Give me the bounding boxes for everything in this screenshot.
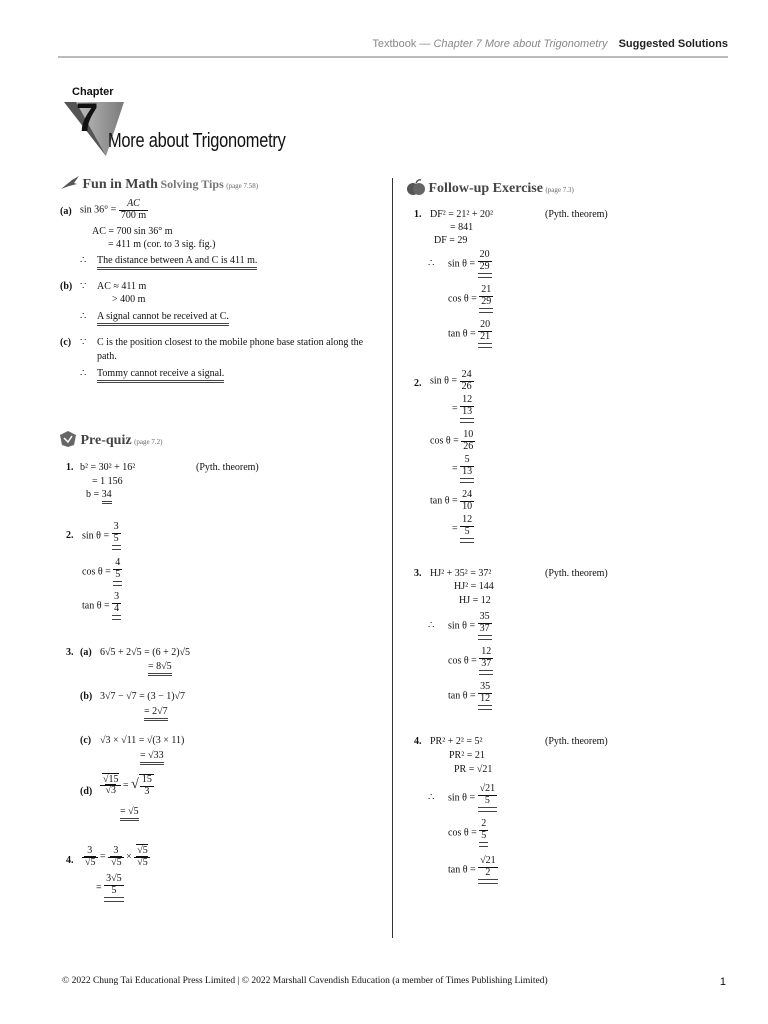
fu-q1-pyth: (Pyth. theorem) xyxy=(545,209,608,220)
sin-label: sin θ = xyxy=(448,792,476,804)
frac-den: 26 xyxy=(463,440,474,452)
fu-q2-label: 2. xyxy=(414,378,422,389)
frac-num: 3 xyxy=(114,591,120,602)
cos-label: cos θ = xyxy=(448,827,477,839)
pq-q2-tan xyxy=(82,592,121,620)
pre-quiz-heading xyxy=(58,430,162,449)
frac-num: 12 xyxy=(462,514,473,525)
fu-q3-line1: HJ² + 35² = 37² xyxy=(430,568,492,579)
pq-q1-pyth: (Pyth. theorem) xyxy=(196,462,259,473)
fu-q2-sin-reduced xyxy=(452,395,474,423)
frac-num: 3 xyxy=(82,846,98,858)
fu-q4-label: 4. xyxy=(414,736,422,747)
tan-label: tan θ = xyxy=(448,690,476,702)
fu-q1-line2: = 841 xyxy=(450,222,474,233)
frac-num: 5 xyxy=(460,455,474,467)
header-dash: — xyxy=(419,38,431,50)
frac-den: 13 xyxy=(462,465,473,477)
times-sign: × xyxy=(126,851,132,863)
sin-label: sin θ = xyxy=(448,258,476,270)
pq-q4-line2 xyxy=(96,874,124,902)
frac-num: 3√5 xyxy=(106,873,122,884)
pq-q3c-label: (c) xyxy=(80,735,92,746)
frac-den: √ 3 xyxy=(105,784,117,796)
pq-q3d-line1 xyxy=(100,774,154,797)
frac-num: 10 xyxy=(463,429,474,440)
bird-icon xyxy=(60,174,80,192)
frac-num: 20 xyxy=(479,249,490,260)
frac-num: √ 5 xyxy=(136,844,148,856)
sin-label: sin θ = xyxy=(430,375,458,387)
pq-q1-label: 1. xyxy=(66,462,74,473)
frac-num: 21 xyxy=(481,284,492,295)
frac-num: 24 xyxy=(462,489,473,500)
sin-label: sin θ = xyxy=(448,620,476,632)
cos-label: cos θ = xyxy=(448,655,477,667)
page-number: 1 xyxy=(719,976,726,988)
equals-sign: = xyxy=(123,779,129,791)
shield-icon xyxy=(58,430,78,448)
fim-a-conclusion: The distance between A and C is 411 m. xyxy=(97,255,257,270)
fu-q1-sin xyxy=(448,250,492,278)
fim-a-line2: AC = 700 sin 36° m xyxy=(92,226,173,237)
frac-den: 5 xyxy=(481,829,487,841)
fu-q1-label: 1. xyxy=(414,209,422,220)
frac-den: 37 xyxy=(481,657,492,669)
because-symbol: ∵ xyxy=(80,281,87,292)
fu-q4-line3: PR = √21 xyxy=(454,764,493,775)
fu-q3-line2: HJ² = 144 xyxy=(454,581,494,592)
frac-num: 24 xyxy=(461,369,472,380)
frac-den: 29 xyxy=(479,260,490,272)
frac-num: 15 xyxy=(141,774,152,785)
frac-den: 5 xyxy=(111,884,117,896)
fun-in-math-heading xyxy=(60,174,258,193)
frac-num: √ 15 xyxy=(102,773,119,785)
frac-den: 5 xyxy=(484,794,490,806)
frac-num: 20 xyxy=(480,319,491,330)
pq-q4-line1 xyxy=(82,846,150,868)
pq-q1-line1: b² = 30² + 16² xyxy=(80,462,136,473)
radical-icon xyxy=(131,777,139,792)
frac-den: 13 xyxy=(462,405,473,417)
fim-a-sin: sin 36° = xyxy=(80,204,117,216)
follow-up-page: (page 7.3) xyxy=(545,186,574,194)
frac-den: √ 5 xyxy=(110,856,122,868)
frac-den: 5 xyxy=(464,525,470,537)
fu-q2-sin xyxy=(430,370,474,392)
pq-q3c-line2: = √33 xyxy=(140,750,164,765)
chapter-number: 7 xyxy=(76,96,99,140)
equals-sign: = xyxy=(452,523,458,535)
fim-b-line2: > 400 m xyxy=(112,294,146,305)
fu-q3-tan xyxy=(448,682,492,710)
fim-b-line1: AC ≈ 411 m xyxy=(97,281,147,292)
frac-den: √ 5 xyxy=(84,856,96,868)
frac-num: 12 xyxy=(481,646,492,657)
pq-q3b-line1: 3√7 − √7 = (3 − 1)√7 xyxy=(100,691,186,702)
frac-den: 10 xyxy=(462,500,473,512)
fim-a-line3: = 411 m (cor. to 3 sig. fig.) xyxy=(108,239,216,250)
frac-den: √ 5 xyxy=(136,856,148,868)
pq-q4-label: 4. xyxy=(66,855,74,866)
fim-b-label: (b) xyxy=(60,281,73,292)
fu-q1-tan xyxy=(448,320,492,348)
pq-q3a-label: (a) xyxy=(80,647,92,658)
fu-q4-line1: PR² + 2² = 5² xyxy=(430,736,483,747)
therefore-symbol: ∴ xyxy=(428,620,435,631)
frac-num: 4 xyxy=(115,557,121,568)
fim-b-conclusion: A signal cannot be received at C. xyxy=(97,311,229,326)
fim-c-label: (c) xyxy=(60,337,72,348)
frac-num: √21 xyxy=(479,783,496,794)
pq-q3d-line2: = √5 xyxy=(120,806,139,821)
pq-q3a-line2: = 8√5 xyxy=(148,661,172,676)
fim-a-num: AC xyxy=(119,199,148,211)
header-chapter-ref: Chapter 7 More about Trigonometry xyxy=(433,38,608,50)
fu-q2-tan xyxy=(430,490,474,512)
chapter-title: More about Trigonometry xyxy=(108,130,286,152)
pq-q3-label: 3. xyxy=(66,647,74,658)
cos-label: cos θ = xyxy=(82,566,111,578)
frac-num: √21 xyxy=(480,855,496,866)
chapter-word: Chapter xyxy=(72,86,114,98)
frac-den: 29 xyxy=(481,295,492,307)
pq-q3c-line1: √3 × √11 = √(3 × 11) xyxy=(100,735,185,746)
fu-q4-cos xyxy=(448,819,488,847)
follow-up-heading xyxy=(406,178,574,197)
fim-c-line1: C is the position closest to the mobile phone base station along the xyxy=(97,337,364,348)
fu-q3-sin xyxy=(448,612,492,640)
fu-q1-line3: DF = 29 xyxy=(434,235,468,246)
running-header xyxy=(372,38,728,50)
header-rule xyxy=(58,56,728,58)
therefore-symbol: ∴ xyxy=(80,255,87,266)
therefore-symbol: ∴ xyxy=(428,258,435,269)
fun-in-math-title: Fun in Math xyxy=(82,177,158,192)
pq-q1-b: b = xyxy=(86,489,100,500)
pre-quiz-title: Pre-quiz xyxy=(80,433,132,448)
therefore-symbol: ∴ xyxy=(428,792,435,803)
pq-q3a-line1: 6√5 + 2√5 = (6 + 2)√5 xyxy=(100,647,191,658)
pq-q3b-line2: = 2√7 xyxy=(144,706,168,721)
fu-q3-label: 3. xyxy=(414,568,422,579)
sin-label: sin θ = xyxy=(82,530,110,542)
fu-q1-cos xyxy=(448,285,493,313)
because-symbol: ∵ xyxy=(80,337,87,348)
fu-q4-line2: PR² = 21 xyxy=(449,750,485,761)
frac-den: 37 xyxy=(479,622,490,634)
pq-q1-line2: = 1 156 xyxy=(92,476,123,487)
fim-a-label: (a) xyxy=(60,206,72,217)
frac-den: 2 xyxy=(485,866,491,878)
frac-den: 21 xyxy=(480,330,491,342)
fim-a-den: 700 m xyxy=(120,209,147,221)
equals-sign: = xyxy=(452,403,458,415)
tan-label: tan θ = xyxy=(448,864,476,876)
therefore-symbol: ∴ xyxy=(80,311,87,322)
fim-a-line1 xyxy=(80,199,148,221)
fu-q3-pyth: (Pyth. theorem) xyxy=(545,568,608,579)
frac-num: 3 xyxy=(108,846,124,858)
pq-q2-label: 2. xyxy=(66,530,74,541)
frac-den: 4 xyxy=(114,602,120,614)
fu-q4-tan xyxy=(448,856,498,884)
fu-q2-tan-reduced xyxy=(452,515,474,543)
frac-den: 5 xyxy=(115,568,121,580)
therefore-symbol: ∴ xyxy=(80,368,87,379)
fu-q4-pyth: (Pyth. theorem) xyxy=(545,736,608,747)
pq-q2-cos xyxy=(82,558,122,586)
fim-c-line2: path. xyxy=(97,351,117,362)
pq-q2-sin xyxy=(82,522,121,550)
pq-q1-answer: 34 xyxy=(102,489,112,504)
frac-num: 12 xyxy=(462,394,473,405)
fu-q3-cos xyxy=(448,647,493,675)
frac-num: 35 xyxy=(480,681,491,692)
equals-sign: = xyxy=(100,851,106,863)
cos-label: cos θ = xyxy=(448,293,477,305)
header-textbook: Textbook xyxy=(372,38,417,50)
fu-q1-line1: DF² = 21² + 20² xyxy=(430,209,494,220)
footer-copyright: © 2022 Chung Tai Educational Press Limited | © 2022 Marshall Cavendish Education (a member of Times Publishing Limited) xyxy=(62,976,548,986)
pq-q3b-label: (b) xyxy=(80,691,93,702)
pre-quiz-page: (page 7.2) xyxy=(134,438,163,446)
follow-up-title: Follow-up Exercise xyxy=(428,181,543,196)
fu-q2-cos-reduced xyxy=(452,455,474,483)
tan-label: tan θ = xyxy=(430,495,458,507)
equals-sign: = xyxy=(96,882,102,894)
fim-c-conclusion: Tommy cannot receive a signal. xyxy=(97,368,224,383)
frac-num: 2 xyxy=(481,818,487,829)
header-solutions: Suggested Solutions xyxy=(618,38,728,50)
fu-q3-line3: HJ = 12 xyxy=(459,595,491,606)
pq-q3d-label: (d) xyxy=(80,786,93,797)
pq-q1-line3 xyxy=(86,489,112,500)
column-divider xyxy=(392,178,393,938)
fu-q4-sin xyxy=(448,784,497,812)
frac-num: 3 xyxy=(113,521,119,532)
equals-sign: = xyxy=(452,463,458,475)
frac-den: 5 xyxy=(113,532,119,544)
tan-label: tan θ = xyxy=(82,600,110,612)
fu-q2-cos xyxy=(430,430,475,452)
cos-label: cos θ = xyxy=(430,435,459,447)
apple-icon xyxy=(406,178,426,196)
fun-in-math-subtitle: Solving Tips xyxy=(160,177,224,191)
tan-label: tan θ = xyxy=(448,328,476,340)
frac-den: 12 xyxy=(480,692,491,704)
frac-num: 35 xyxy=(479,611,490,622)
frac-den: 3 xyxy=(144,785,150,797)
fun-in-math-page: (page 7.58) xyxy=(226,182,259,190)
frac-den: 26 xyxy=(461,380,472,392)
